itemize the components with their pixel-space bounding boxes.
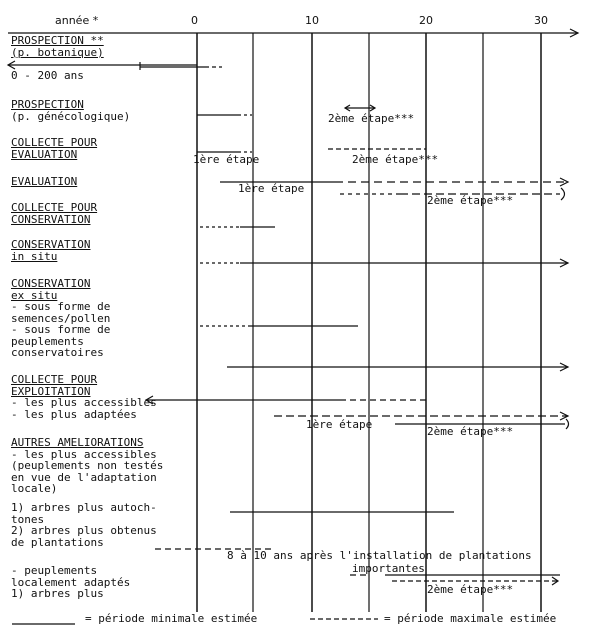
- row-label-line: EVALUATION: [11, 147, 78, 161]
- row-label-line: - peuplements: [11, 564, 98, 577]
- row-label-line: ex situ: [11, 288, 58, 302]
- row-label-line: in situ: [11, 249, 58, 263]
- tick-30: 30: [534, 14, 548, 27]
- row-label-line: de plantations: [11, 535, 104, 549]
- row-label-line: tones: [11, 512, 45, 526]
- annotation-2eme-etape: 2ème étape***: [427, 425, 514, 438]
- annotation-plantations: 8 à 10 ans après l'installation de plantations: [227, 549, 532, 562]
- row-label-line: semences/pollen: [11, 311, 111, 325]
- row-label-line: CONSERVATION: [11, 277, 91, 290]
- row-label-line: AUTRES AMELIORATIONS: [11, 436, 144, 449]
- row-label-line: 1) arbres plus: [11, 587, 104, 600]
- annotation-2eme-etape: 2ème étape***: [427, 583, 514, 596]
- annotation-1ere-etape: 1ère étape: [193, 153, 260, 166]
- row-label-line: conservatoires: [11, 346, 104, 359]
- tick-20: 20: [419, 14, 433, 27]
- row-label-line: EXPLOITATION: [11, 384, 91, 398]
- row-label-line: CONSERVATION: [11, 212, 91, 226]
- legend-min-label: = période minimale estimée: [85, 612, 258, 625]
- annotation-importantes: importantes: [352, 562, 425, 575]
- row-label-line: en vue de l'adaptation: [11, 470, 157, 484]
- row-label-line: peuplements: [11, 334, 84, 348]
- row-label-line: COLLECTE POUR: [11, 136, 98, 149]
- row-label-line: - les plus adaptées: [11, 407, 137, 421]
- row-label-line: - sous forme de: [11, 323, 111, 336]
- row-label-line: 1) arbres plus autoch-: [11, 501, 157, 514]
- tick-0: 0: [191, 14, 198, 27]
- annotation-1ere-etape: 1ère étape: [238, 182, 305, 195]
- row-label-line: 0 - 200 ans: [11, 68, 84, 82]
- row-label-line: - sous forme de: [11, 300, 111, 313]
- annotation-1ere-etape: 1ère étape: [306, 418, 373, 431]
- row-label-line: 2) arbres plus obtenus: [11, 524, 157, 537]
- row-label-line: COLLECTE POUR: [11, 373, 98, 386]
- annotation-2eme-etape: 2ème étape***: [427, 194, 514, 207]
- legend-max-label: = période maximale estimée: [384, 612, 557, 625]
- axis-label: année *: [55, 14, 99, 27]
- row-label-line: EVALUATION: [11, 175, 78, 188]
- annotation-2eme-etape: 2ème étape***: [328, 112, 415, 125]
- row-label-line: PROSPECTION **: [11, 34, 104, 47]
- row-label-line: CONSERVATION: [11, 238, 91, 251]
- row-label-line: (p. génécologique): [11, 109, 131, 123]
- row-label-line: locale): [11, 482, 58, 495]
- row-label-line: - les plus accessibles: [11, 447, 157, 461]
- row-label-line: localement adaptés: [11, 575, 131, 589]
- row-label-line: - les plus accessibles: [11, 396, 157, 409]
- row-label-line: COLLECTE POUR: [11, 201, 98, 214]
- annotation-2eme-etape: 2ème étape***: [352, 153, 439, 166]
- row-label-line: PROSPECTION: [11, 98, 84, 111]
- tick-10: 10: [305, 14, 319, 27]
- row-label-line: (peuplements non testés: [11, 459, 164, 472]
- row-label-line: (p. botanique): [11, 45, 104, 59]
